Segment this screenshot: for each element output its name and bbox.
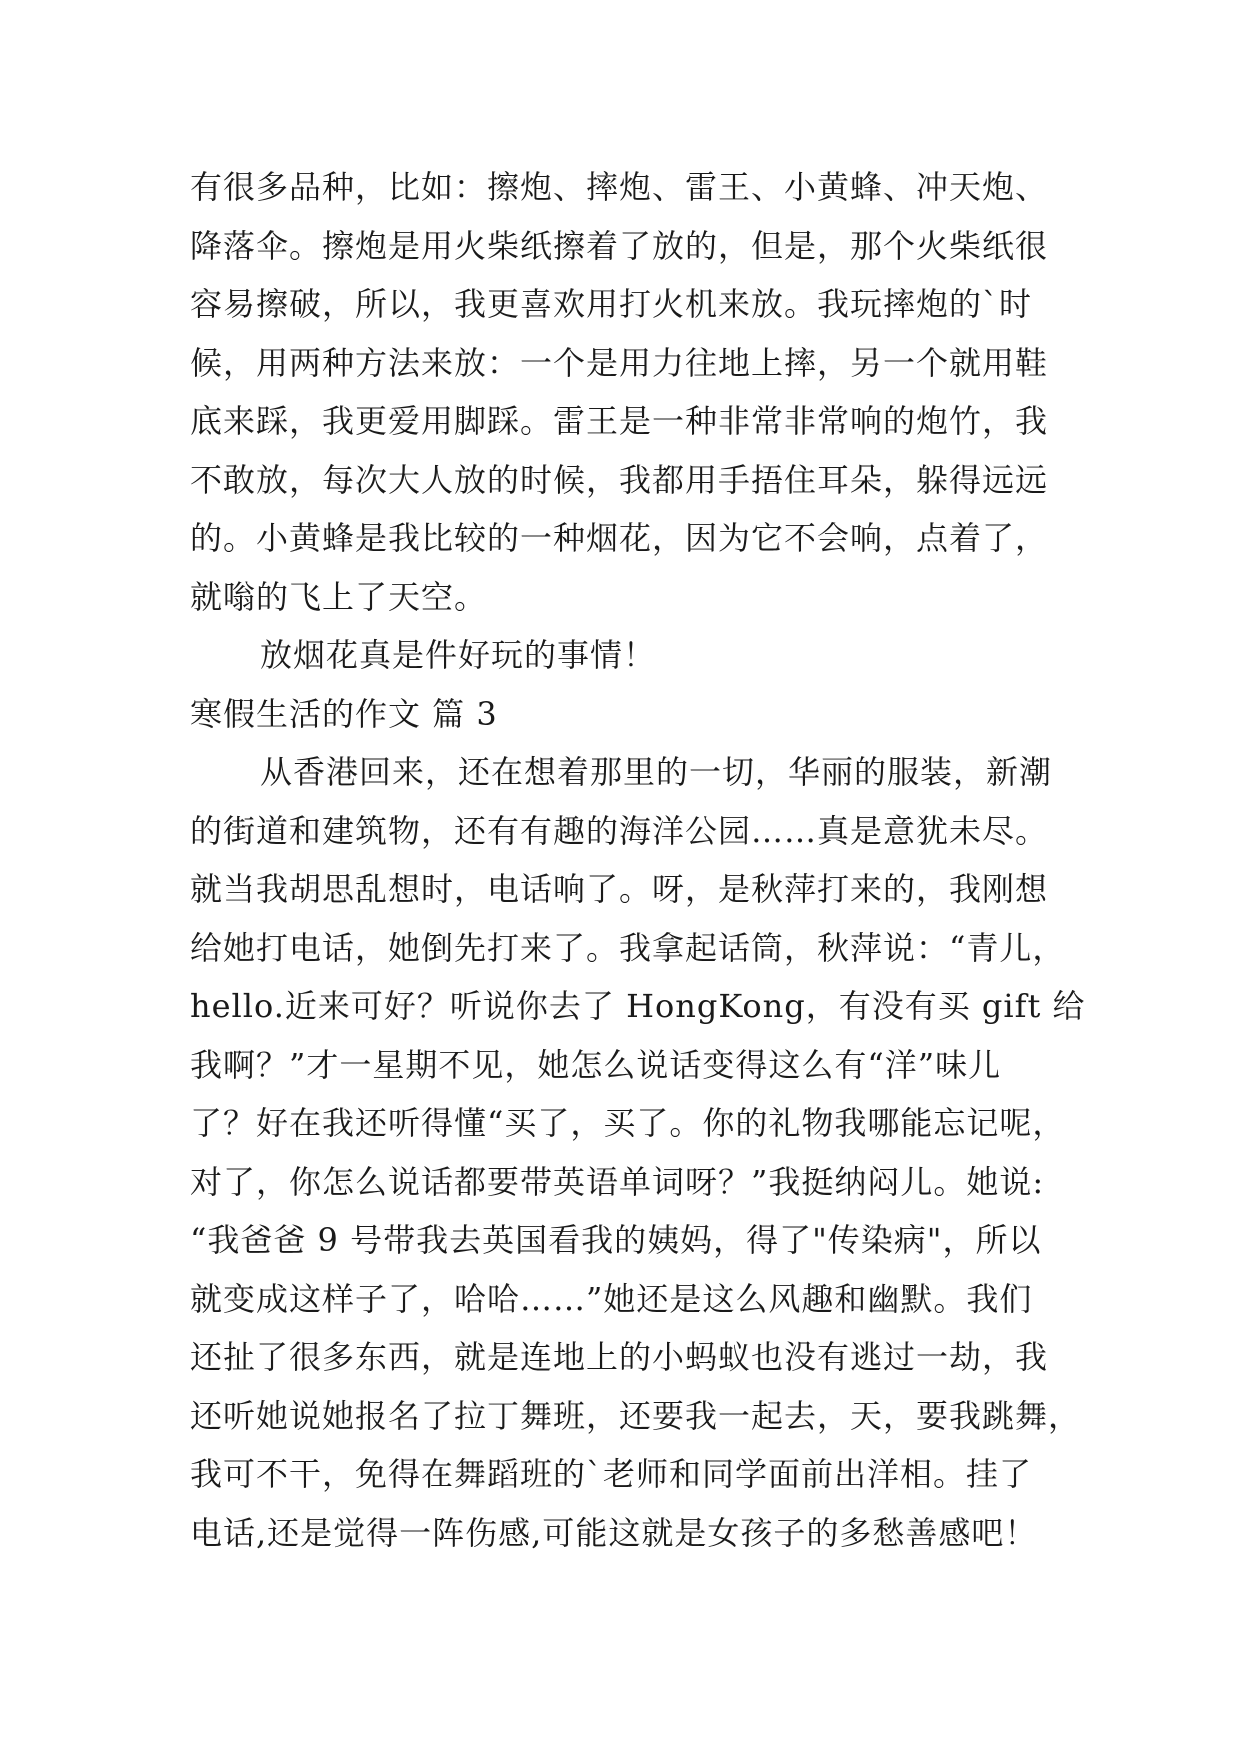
paragraph-line: 降落伞。擦炮是用火柴纸擦着了放的，但是，那个火柴纸很 bbox=[190, 226, 1049, 265]
paragraph-line: 就当我胡思乱想时，电话响了。呀，是秋萍打来的，我刚想 bbox=[190, 870, 1049, 908]
paragraph-line: 放烟花真是件好玩的事情！ bbox=[260, 636, 657, 674]
paragraph-line: 还扯了很多东西，就是连地上的小蚂蚁也没有逃过一劫，我 bbox=[190, 1338, 1049, 1376]
essay-body bbox=[190, 158, 1086, 1562]
paragraph-line: 我可不干，免得在舞蹈班的`老师和同学面前出洋相。挂了 bbox=[190, 1455, 1033, 1493]
paragraph-line: 我啊？”才一星期不见，她怎么说话变得这么有“洋”味儿 bbox=[190, 1045, 1002, 1084]
paragraph-line: 不敢放，每次大人放的时候，我都用手捂住耳朵，躲得远远 bbox=[190, 460, 1049, 499]
paragraph-line: “我爸爸 9 号带我去英国看我的姨妈，得了"传染病"，所以 bbox=[190, 1221, 1042, 1259]
section-heading: 寒假生活的作文 篇 3 bbox=[190, 694, 498, 733]
paragraph-line: 的街道和建筑物，还有有趣的海洋公园……真是意犹未尽。 bbox=[190, 811, 1049, 850]
paragraph-line: hello.近来可好？听说你去了 HongKong，有没有买 gift 给 bbox=[190, 987, 1086, 1025]
paragraph-line: 给她打电话，她倒先打来了。我拿起话筒，秋萍说：“青儿， bbox=[190, 928, 1066, 967]
paragraph-line: 底来踩，我更爱用脚踩。雷王是一种非常非常响的炮竹，我 bbox=[190, 402, 1049, 440]
paragraph-line: 了？好在我还听得懂“买了，买了。你的礼物我哪能忘记呢， bbox=[190, 1104, 1066, 1142]
paragraph-line: 电话,还是觉得一阵伤感,可能这就是女孩子的多愁善感吧！ bbox=[190, 1513, 1038, 1552]
paragraph-line: 就变成这样子了，哈哈……”她还是这么风趣和幽默。我们 bbox=[190, 1279, 1033, 1318]
paragraph-line: 从香港回来，还在想着那里的一切，华丽的服装，新潮 bbox=[260, 753, 1053, 791]
paragraph-line: 容易擦破，所以，我更喜欢用打火机来放。我玩摔炮的`时 bbox=[190, 285, 1033, 323]
paragraph-line: 对了，你怎么说话都要带英语单词呀？”我挺纳闷儿。她说: bbox=[190, 1162, 1045, 1201]
paragraph-line: 候，用两种方法来放：一个是用力往地上摔，另一个就用鞋 bbox=[190, 343, 1049, 382]
paragraph-line: 还听她说她报名了拉丁舞班，还要我一起去，天，要我跳舞， bbox=[190, 1396, 1082, 1435]
paragraph-line: 就嗡的飞上了天空。 bbox=[190, 577, 488, 616]
paragraph-line: 有很多品种，比如：擦炮、摔炮、雷王、小黄蜂、冲天炮、 bbox=[190, 168, 1049, 206]
paragraph-line: 的。小黄蜂是我比较的一种烟花，因为它不会响，点着了， bbox=[190, 519, 1049, 557]
